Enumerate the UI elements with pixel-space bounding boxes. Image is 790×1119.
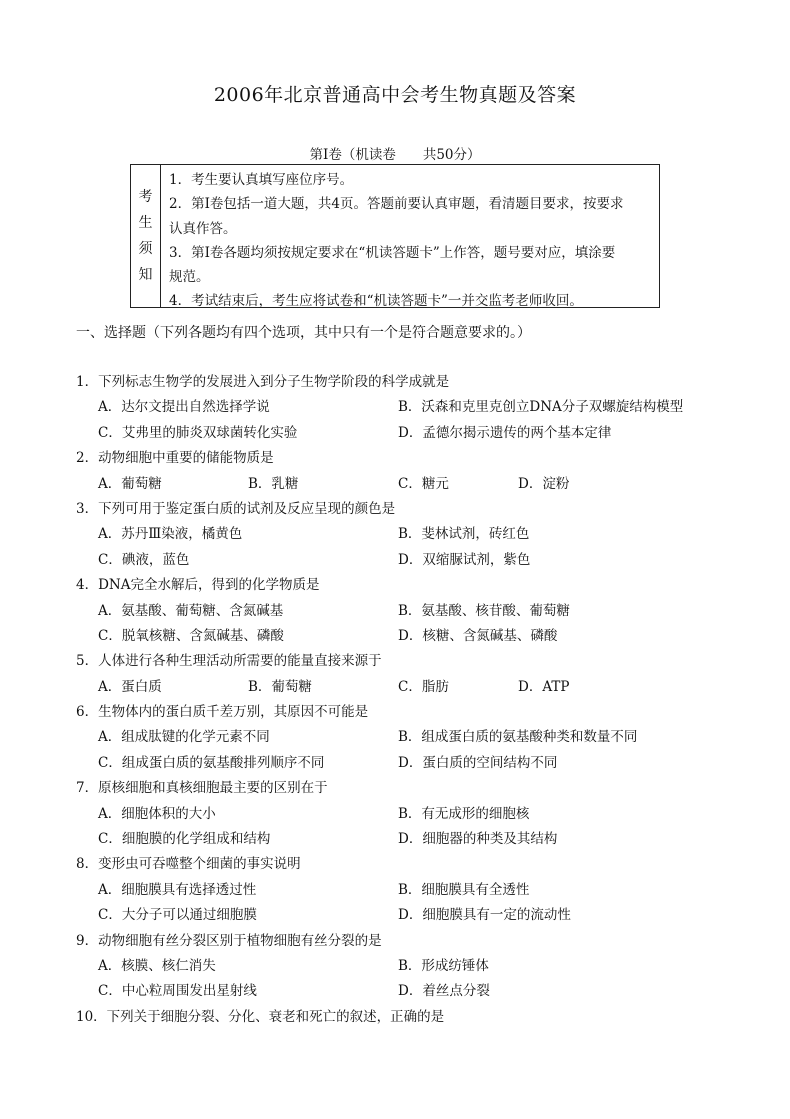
option-row [76, 624, 736, 649]
answer-option: D．ATP [518, 678, 570, 695]
question-item [76, 370, 736, 446]
question-item [76, 446, 736, 497]
option-row [76, 725, 736, 750]
answer-option: C．糖元 [398, 475, 449, 492]
answer-option: A．氨基酸、葡萄糖、含氮碱基 [98, 602, 284, 619]
answer-option: C．大分子可以通过细胞膜 [98, 907, 257, 924]
notice-label-char: 生 [138, 215, 153, 231]
answer-option: B．有无成形的细胞核 [398, 805, 530, 822]
question-item [76, 649, 736, 700]
section-heading: 一、选择题（下列各题均有四个选项，其中只有一个是符合题意要求的。） [76, 325, 531, 341]
question-list [76, 370, 736, 1030]
answer-option: A．细胞膜具有选择透过性 [98, 881, 257, 898]
option-row [76, 395, 736, 420]
answer-option: A．核膜、核仁消失 [98, 957, 216, 974]
question-stem: 8．变形虫可吞噬整个细菌的事实说明 [76, 856, 301, 873]
answer-option: B．斐林试剂，砖红色 [398, 526, 530, 543]
answer-option: B．形成纺锤体 [398, 957, 489, 974]
question-stem: 6．生物体内的蛋白质千差万别，其原因不可能是 [76, 704, 369, 721]
answer-option: A．蛋白质 [98, 678, 162, 695]
answer-option: A．达尔文提出自然选择学说 [98, 399, 270, 416]
notice-line: 3．第Ⅰ卷各题均须按规定要求在“机读答题卡”上作答，题号要对应，填涂要 [169, 244, 616, 261]
answer-option: D．淀粉 [518, 475, 570, 492]
answer-option: D．蛋白质的空间结构不同 [398, 754, 558, 771]
question-item [76, 700, 736, 776]
option-row [76, 903, 736, 928]
answer-option: B．组成蛋白质的氨基酸种类和数量不同 [398, 729, 638, 746]
question-stem: 4．DNA完全水解后，得到的化学物质是 [76, 577, 320, 594]
option-row [76, 751, 736, 776]
question-item [76, 497, 736, 573]
notice-line: 认真作答。 [169, 220, 237, 237]
section-subtitle: 第Ⅰ卷（机读卷 共50分） [309, 147, 481, 163]
option-row [76, 802, 736, 827]
answer-option: D．双缩脲试剂，紫色 [398, 551, 531, 568]
answer-option: C．艾弗里的肺炎双球菌转化实验 [98, 424, 298, 441]
option-row [76, 472, 736, 497]
question-stem: 7．原核细胞和真核细胞最主要的区别在于 [76, 780, 328, 797]
answer-option: D．细胞膜具有一定的流动性 [398, 907, 571, 924]
answer-option: A．葡萄糖 [98, 475, 162, 492]
question-item [76, 1005, 736, 1030]
notice-label [131, 165, 161, 307]
page-title: 2006年北京普通高中会考生物真题及答案 [213, 84, 577, 106]
option-row [76, 421, 736, 446]
question-item [76, 929, 736, 1005]
answer-option: A．细胞体积的大小 [98, 805, 216, 822]
answer-option: B．葡萄糖 [248, 678, 312, 695]
answer-option: C．细胞膜的化学组成和结构 [98, 831, 271, 848]
answer-option: D．孟德尔揭示遗传的两个基本定律 [398, 424, 612, 441]
question-stem: 9．动物细胞有丝分裂区别于植物细胞有丝分裂的是 [76, 932, 382, 949]
answer-option: A．苏丹Ⅲ染液，橘黄色 [98, 526, 243, 543]
option-row [76, 979, 736, 1004]
notice-line: 4．考试结束后，考生应将试卷和“机读答题卡”一并交监考老师收回。 [169, 293, 583, 310]
question-stem: 10．下列关于细胞分裂、分化、衰老和死亡的叙述，正确的是 [76, 1008, 445, 1025]
option-row [76, 954, 736, 979]
option-row [76, 827, 736, 852]
question-item [76, 573, 736, 649]
question-stem: 3．下列可用于鉴定蛋白质的试剂及反应呈现的颜色是 [76, 500, 396, 517]
option-row [76, 675, 736, 700]
notice-body [161, 165, 659, 310]
notice-line: 1．考生要认真填写座位序号。 [169, 172, 354, 188]
answer-option: C．脱氧核糖、含氮碱基、磷酸 [98, 627, 284, 644]
answer-option: B．沃森和克里克创立DNA分子双螺旋结构模型 [398, 399, 684, 416]
notice-label-char: 知 [138, 267, 153, 283]
exam-notice-box [130, 164, 660, 308]
answer-option: D．细胞器的种类及其结构 [398, 831, 558, 848]
question-stem: 1．下列标志生物学的发展进入到分子生物学阶段的科学成就是 [76, 374, 450, 390]
option-row [76, 599, 736, 624]
answer-option: B．氨基酸、核苷酸、葡萄糖 [398, 602, 570, 619]
notice-line: 规范。 [169, 269, 210, 286]
answer-option: C．碘液，蓝色 [98, 551, 190, 568]
answer-option: C．组成蛋白质的氨基酸排列顺序不同 [98, 754, 325, 771]
answer-option: B．乳糖 [248, 475, 299, 492]
question-item [76, 852, 736, 928]
notice-label-char: 考 [138, 189, 153, 205]
option-row [76, 522, 736, 547]
question-item [76, 776, 736, 852]
notice-label-char: 须 [138, 241, 153, 257]
answer-option: B．细胞膜具有全透性 [398, 881, 530, 898]
answer-option: C．脂肪 [398, 678, 449, 695]
answer-option: D．着丝点分裂 [398, 983, 490, 1000]
option-row [76, 878, 736, 903]
answer-option: D．核糖、含氮碱基、磷酸 [398, 627, 558, 644]
question-stem: 5．人体进行各种生理活动所需要的能量直接来源于 [76, 653, 382, 670]
option-row [76, 548, 736, 573]
answer-option: A．组成肽键的化学元素不同 [98, 729, 270, 746]
answer-option: C．中心粒周围发出星射线 [98, 983, 257, 1000]
question-stem: 2．动物细胞中重要的储能物质是 [76, 450, 274, 467]
notice-line: 2．第Ⅰ卷包括一道大题，共4页。答题前要认真审题，看清题目要求，按要求 [169, 196, 624, 213]
